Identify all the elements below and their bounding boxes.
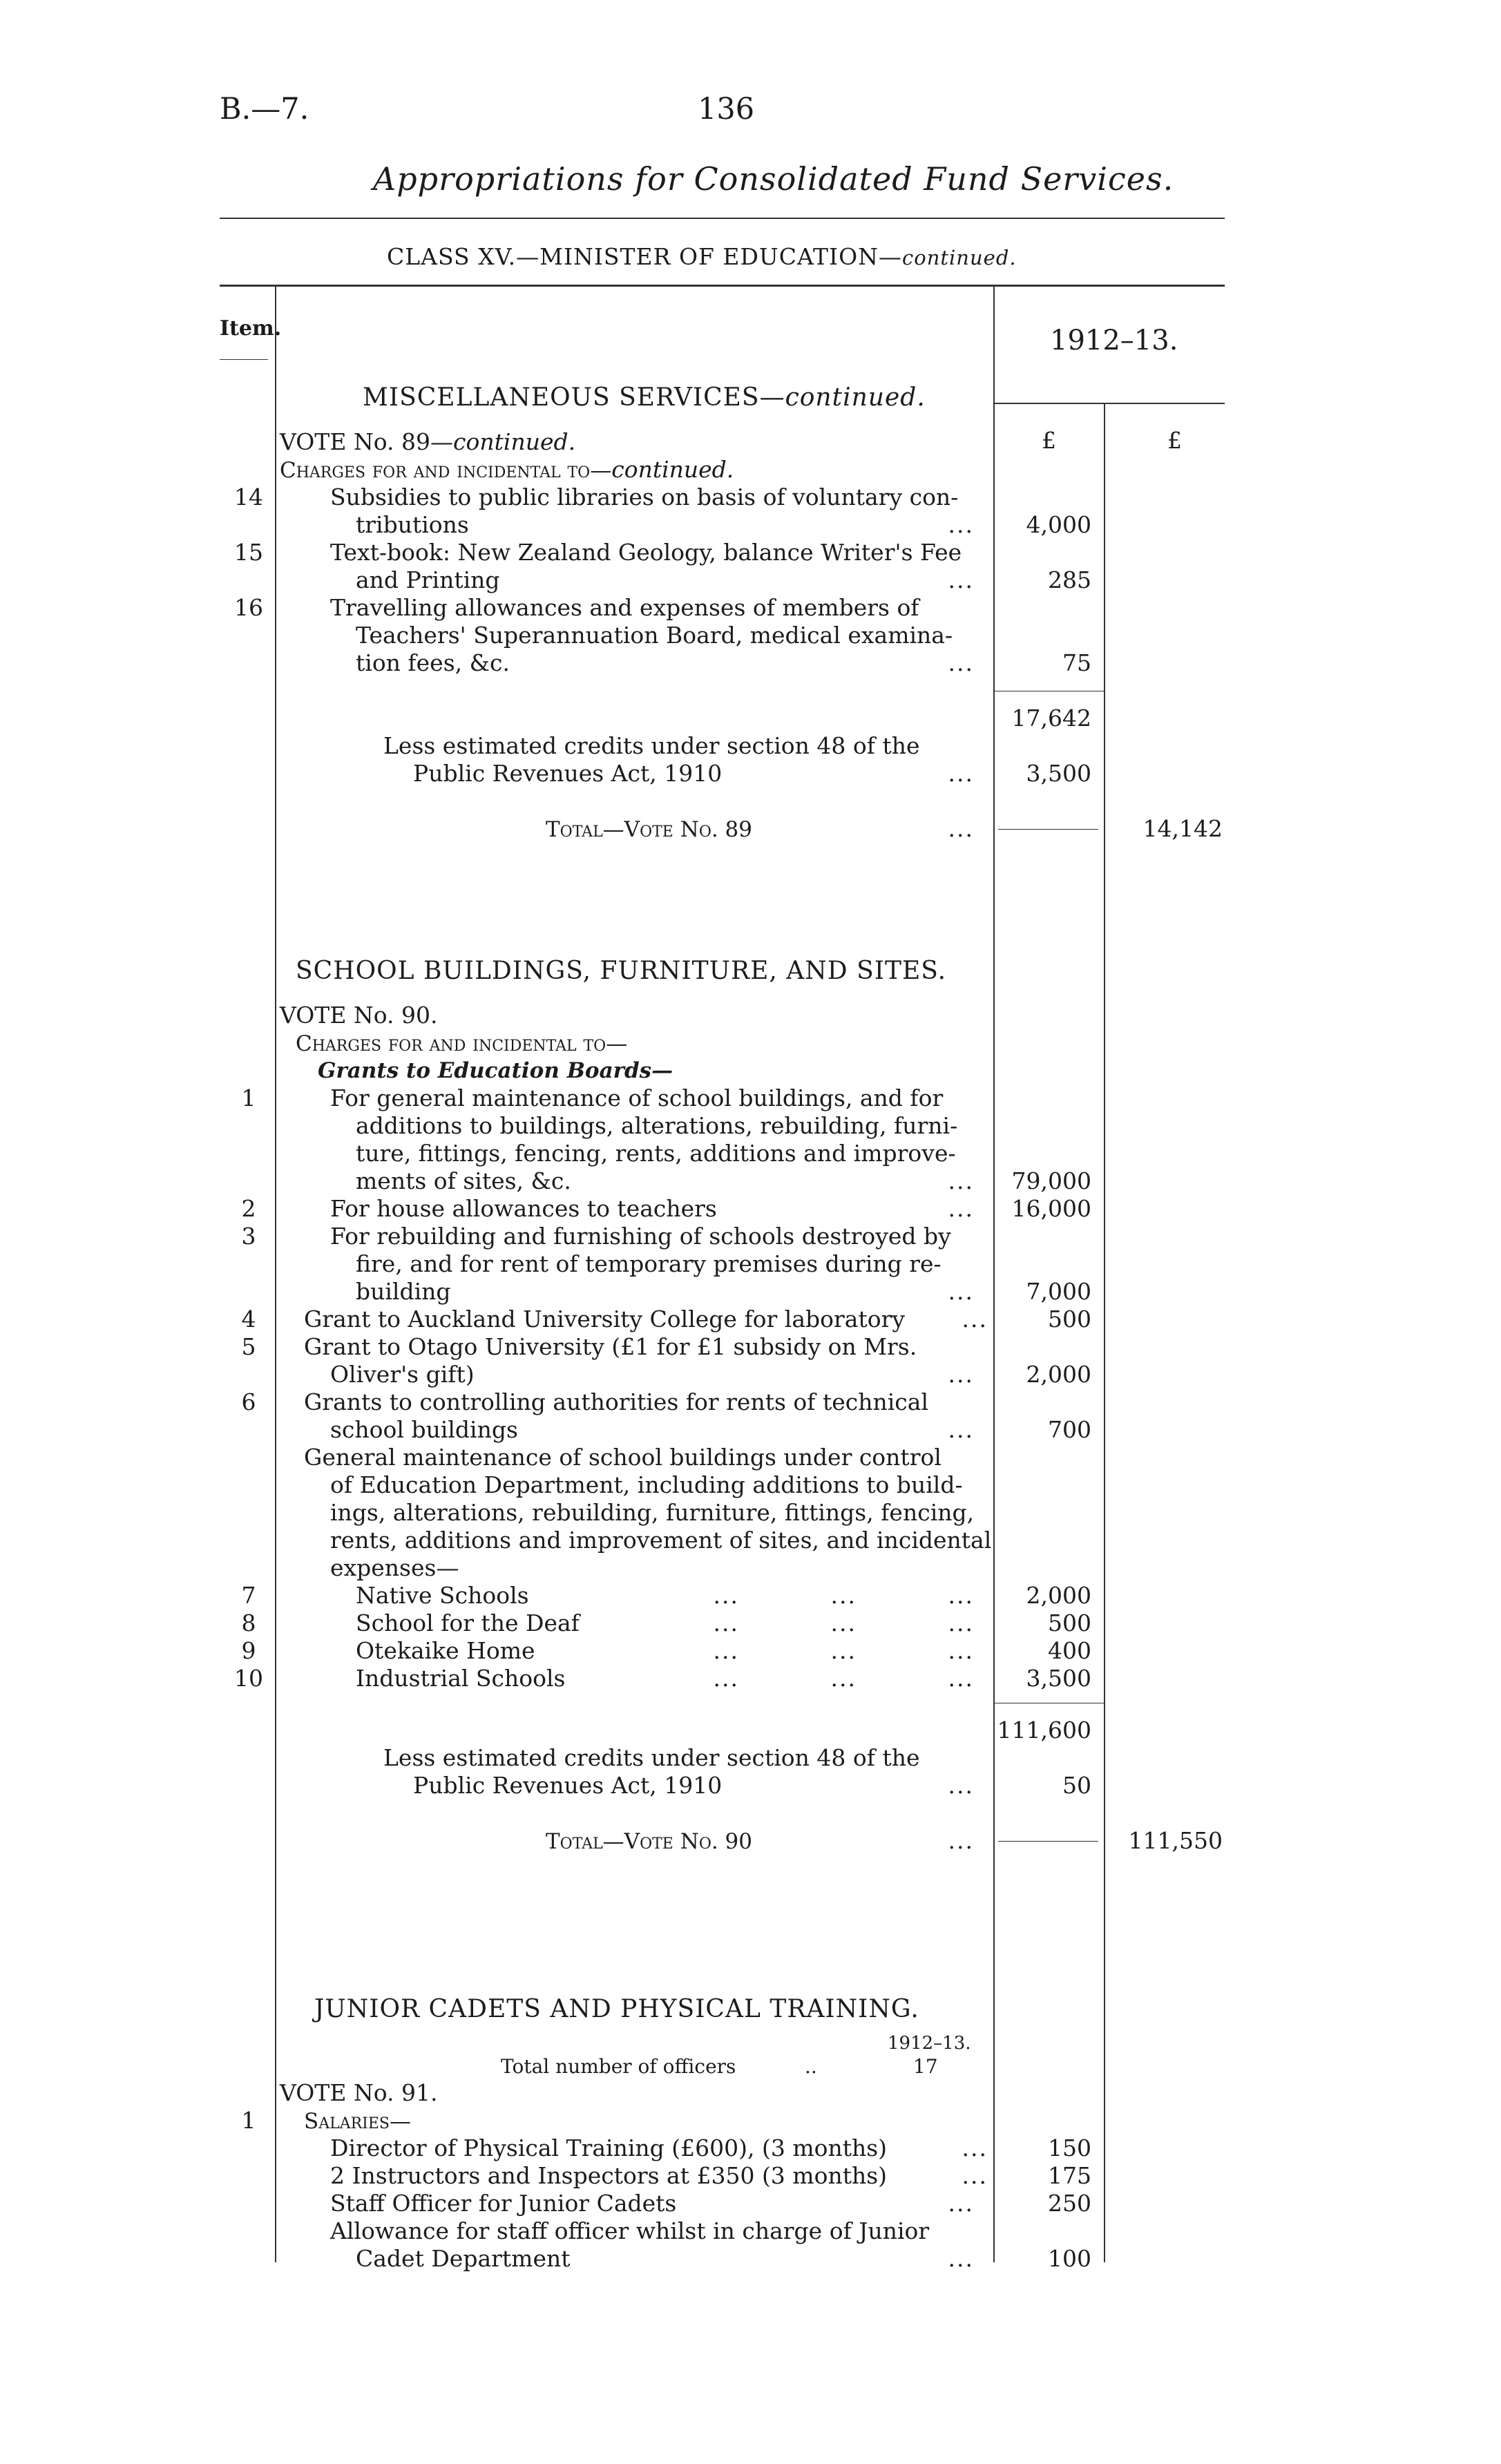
item-description: and Printing [356, 566, 500, 593]
officers-dots: .. [805, 2055, 817, 2078]
vote-90-total-label: Total—Vote No. 90 [546, 1829, 753, 1854]
item-description: ture, fittings, fencing, rents, additions and improve- [356, 1140, 956, 1167]
item-number: 15 [234, 539, 263, 566]
salary-description: Cadet Department [356, 2245, 571, 2272]
credits-label: Public Revenues Act, 1910 [413, 760, 723, 787]
item-column-rule [275, 287, 276, 2262]
item-number: 16 [234, 594, 263, 621]
total-dash [998, 1841, 1098, 1842]
item-amount: 75 [1062, 649, 1091, 676]
dot-leader: ... ... ... [713, 1610, 974, 1636]
general-maintenance-text: rents, additions and improvement of sites, and incidental [330, 1527, 992, 1554]
item-description: Grants to controlling authorities for rents of technical [304, 1388, 929, 1415]
item-amount: 2,000 [1026, 1361, 1091, 1388]
salary-description: Staff Officer for Junior Cadets [330, 2190, 677, 2217]
sub-item-label: Industrial Schools [356, 1665, 566, 1692]
item-description: additions to buildings, alterations, rebuilding, furni- [356, 1112, 958, 1139]
salary-amount: 150 [1048, 2134, 1091, 2161]
sub-item-amount: 3,500 [1026, 1665, 1091, 1692]
item-number: 1 [241, 2107, 256, 2134]
vote-89-subtotal: 17,642 [1011, 705, 1091, 732]
item-number: 4 [241, 1306, 256, 1333]
vote-89-label: VOTE No. 89—continued. [280, 428, 576, 455]
item-description: school buildings [330, 1416, 518, 1443]
item-amount: 79,000 [1011, 1167, 1091, 1194]
item-description: For rebuilding and furnishing of schools destroyed by [330, 1223, 951, 1250]
item-number: 3 [241, 1223, 256, 1250]
credits-label: Less estimated credits under section 48 of the [383, 732, 920, 759]
grants-heading: Grants to Education Boards— [318, 1058, 673, 1083]
item-description: tion fees, &c. [356, 649, 510, 676]
sub-item-amount: 2,000 [1026, 1582, 1091, 1609]
dot-leader: ... [948, 1416, 974, 1443]
vote-89-total-label: Total—Vote No. 89 [546, 817, 753, 842]
item-column-header: Item. [220, 316, 282, 341]
year-column-header: 1912–13. [1050, 325, 1178, 356]
item-description: fire, and for rent of temporary premises during re- [356, 1250, 941, 1277]
vote-90-credits: 50 [1062, 1772, 1091, 1799]
dot-leader: ... [948, 2190, 974, 2217]
item-amount: 4,000 [1026, 511, 1091, 538]
dot-leader: ... [948, 566, 974, 593]
general-maintenance-text: expenses— [330, 1554, 459, 1581]
pound-sign-amount: £ [1042, 427, 1056, 454]
item-amount: 500 [1048, 1306, 1091, 1333]
officers-year: 1912–13. [888, 2033, 971, 2054]
vote-89-charges: Charges for and incidental to—continued. [280, 456, 734, 483]
vote-91-label: VOTE No. 91. [280, 2079, 438, 2106]
dot-leader: ... [962, 1306, 988, 1333]
dot-leader: ... [948, 511, 974, 538]
officers-label: Total number of officers [501, 2055, 736, 2078]
general-maintenance-text: of Education Department, including additions to build- [330, 1471, 963, 1498]
sub-item-label: Native Schools [356, 1582, 529, 1609]
dot-leader: ... [962, 2162, 988, 2189]
misc-section-heading: MISCELLANEOUS SERVICES—continued. [363, 383, 926, 412]
vote-90-label: VOTE No. 90. [280, 1002, 438, 1029]
item-description: tributions [356, 511, 469, 538]
sub-item-label: School for the Deaf [356, 1610, 580, 1636]
salary-description: 2 Instructors and Inspectors at £350 (3 months) [330, 2162, 888, 2189]
salaries-heading: Salaries— [304, 2109, 412, 2134]
item-number: 5 [241, 1333, 256, 1360]
dot-leader: ... [948, 1195, 974, 1222]
salary-amount: 250 [1048, 2190, 1091, 2217]
item-number: 2 [241, 1195, 256, 1222]
class-heading: CLASS XV.—MINISTER OF EDUCATION—continued. [387, 243, 1017, 270]
title-rule [220, 218, 1225, 219]
vote-90-total: 111,550 [1128, 1827, 1223, 1854]
general-maintenance-text: General maintenance of school buildings under control [304, 1444, 941, 1471]
item-amount: 7,000 [1026, 1278, 1091, 1305]
item-description: ments of sites, &c. [356, 1167, 571, 1194]
salary-amount: 100 [1048, 2245, 1091, 2272]
item-number: 1 [241, 1085, 256, 1111]
sub-item-amount: 400 [1048, 1637, 1091, 1664]
dot-leader: ... ... ... [713, 1582, 974, 1609]
dot-leader: ... [948, 1772, 974, 1799]
item-description: Grant to Auckland University College for laboratory [304, 1306, 906, 1333]
item-number: 8 [241, 1610, 256, 1636]
vote-89-total: 14,142 [1143, 815, 1223, 842]
general-maintenance-text: ings, alterations, rebuilding, furniture, fittings, fencing, [330, 1499, 975, 1526]
dot-leader: ... [948, 1167, 974, 1194]
dot-leader: ... [948, 2245, 974, 2272]
pound-sign-total: £ [1167, 427, 1182, 454]
item-number: 10 [234, 1665, 263, 1692]
item-number: 7 [241, 1582, 256, 1609]
school-section-heading: SCHOOL BUILDINGS, FURNITURE, AND SITES. [296, 957, 947, 985]
dot-leader: ... [948, 1827, 974, 1854]
item-description: Text-book: New Zealand Geology, balance Writer's Fee [330, 539, 962, 566]
total-dash [998, 829, 1098, 830]
sub-item-amount: 500 [1048, 1610, 1091, 1636]
item-amount: 285 [1048, 566, 1091, 593]
item-description: Teachers' Superannuation Board, medical examina- [356, 622, 953, 649]
item-number: 6 [241, 1388, 256, 1415]
item-header-rule [220, 359, 268, 360]
item-description: For house allowances to teachers [330, 1195, 717, 1222]
dot-leader: ... ... ... [713, 1665, 974, 1692]
dot-leader: ... [948, 760, 974, 787]
document-reference: B.—7. [220, 92, 309, 126]
dot-leader: ... ... ... [713, 1637, 974, 1664]
item-description: For general maintenance of school buildings, and for [330, 1085, 944, 1111]
vote-90-charges: Charges for and incidental to— [296, 1031, 628, 1056]
vote-90-subtotal: 111,600 [997, 1717, 1091, 1744]
dot-leader: ... [962, 2134, 988, 2161]
officers-count: 17 [913, 2055, 938, 2078]
item-number: 14 [234, 484, 263, 510]
item-amount: 16,000 [1011, 1195, 1091, 1222]
credits-label: Public Revenues Act, 1910 [413, 1772, 723, 1799]
salary-amount: 175 [1048, 2162, 1091, 2189]
page-number: 136 [698, 92, 755, 126]
total-column-rule [1104, 404, 1105, 2262]
item-description: Oliver's gift) [330, 1361, 475, 1388]
dot-leader: ... [948, 649, 974, 676]
table-top-rule [220, 285, 1225, 287]
year-header-rule [993, 403, 1225, 404]
page-title: Appropriations for Consolidated Fund Services. [373, 160, 1174, 198]
item-number: 9 [241, 1637, 256, 1664]
credits-label: Less estimated credits under section 48 of the [383, 1744, 920, 1771]
dot-leader: ... [948, 815, 974, 842]
dot-leader: ... [948, 1361, 974, 1388]
sub-item-label: Otekaike Home [356, 1637, 535, 1664]
dot-leader: ... [948, 1278, 974, 1305]
salary-description: Allowance for staff officer whilst in charge of Junior [330, 2217, 930, 2244]
cadets-section-heading: JUNIOR CADETS AND PHYSICAL TRAINING. [314, 1995, 919, 2023]
item-description: Travelling allowances and expenses of members of [330, 594, 919, 621]
item-description: building [356, 1278, 451, 1305]
item-description: Subsidies to public libraries on basis of voluntary con- [330, 484, 959, 510]
item-description: Grant to Otago University (£1 for £1 subsidy on Mrs. [304, 1333, 917, 1360]
salary-description: Director of Physical Training (£600), (3 months) [330, 2134, 888, 2161]
item-amount: 700 [1048, 1416, 1091, 1443]
vote-89-credits: 3,500 [1026, 760, 1091, 787]
